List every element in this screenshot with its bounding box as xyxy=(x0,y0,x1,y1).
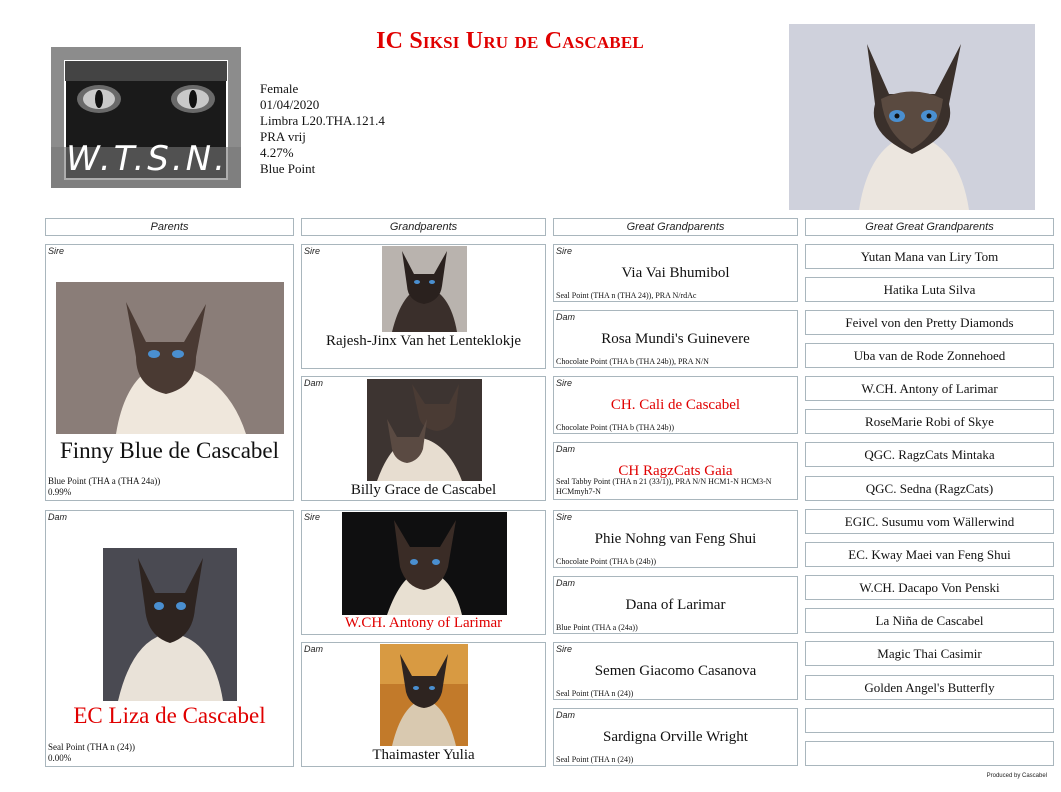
great-grandparent-note: Chocolate Point (THA b (THA 24b)) xyxy=(556,423,674,432)
grandparent-card[interactable] xyxy=(301,376,546,501)
great-great-grandparent-item[interactable]: QGC. RagzCats Mintaka xyxy=(805,442,1054,467)
detail-coi: 4.27% xyxy=(260,145,294,160)
great-grandparent-card[interactable] xyxy=(553,442,798,500)
great-great-grandparent-item[interactable]: W.CH. Antony of Larimar xyxy=(805,376,1054,401)
great-grandparent-tag: Dam xyxy=(556,710,576,720)
cat-name-title: IC Siksi Uru de Cascabel xyxy=(376,28,644,54)
great-grandparent-name: CH. Cali de Cascabel xyxy=(610,397,741,413)
great-grandparent-card[interactable] xyxy=(553,510,798,568)
logo-text: W.T.S.N. xyxy=(66,139,228,179)
grandparent-name: W.CH. Antony of Larimar xyxy=(344,615,503,631)
great-grandparent-name: Sardigna Orville Wright xyxy=(603,729,748,745)
great-great-grandparent-item[interactable]: Uba van de Rode Zonnehoed xyxy=(805,343,1054,368)
great-great-grandparent-item[interactable]: Magic Thai Casimir xyxy=(805,641,1054,666)
grandparent-photo xyxy=(342,512,507,615)
detail-color: Blue Point xyxy=(260,161,316,176)
sire-name: Finny Blue de Cascabel xyxy=(59,438,280,463)
sire-color: Blue Point (THA a (THA 24a)) xyxy=(48,476,161,486)
great-great-grandparent-item[interactable]: Feivel von den Pretty Diamonds xyxy=(805,310,1054,335)
great-grandparent-card[interactable] xyxy=(553,244,798,302)
parent-dam-card[interactable] xyxy=(45,510,294,767)
great-grandparent-name: Dana of Larimar xyxy=(625,597,726,613)
grandparent-tag: Sire xyxy=(304,512,321,522)
detail-sex: Female xyxy=(260,81,299,96)
great-grandparent-note: Chocolate Point (THA b (24b)) xyxy=(556,557,656,566)
dam-photo xyxy=(103,548,237,701)
great-grandparent-card[interactable] xyxy=(553,708,798,766)
great-grandparent-card[interactable] xyxy=(553,376,798,434)
great-great-grandparent-item[interactable]: La Niña de Cascabel xyxy=(805,608,1054,633)
great-grandparent-name: Phie Nohng van Feng Shui xyxy=(594,531,757,547)
great-grandparent-note: Blue Point (THA a (24a)) xyxy=(556,623,638,632)
cat-details xyxy=(260,81,385,177)
great-great-grandparent-item[interactable]: W.CH. Dacapo Von Penski xyxy=(805,575,1054,600)
great-great-grandparent-item[interactable]: Hatika Luta Silva xyxy=(805,277,1054,302)
grandparent-tag: Sire xyxy=(304,246,321,256)
great-grandparent-name: Via Vai Bhumibol xyxy=(621,265,730,281)
great-great-grandparent-item[interactable]: EGIC. Susumu vom Wällerwind xyxy=(805,509,1054,534)
great-grandparent-card[interactable] xyxy=(553,310,798,368)
dam-color: Seal Point (THA n (24)) xyxy=(48,742,135,752)
column-header-grandparents: Grandparents xyxy=(301,218,546,236)
great-grandparent-tag: Dam xyxy=(556,578,576,588)
grandparent-name: Rajesh-Jinx Van het Lenteklokje xyxy=(325,333,522,349)
grandparent-tag: Dam xyxy=(304,378,324,388)
detail-birthdate: 01/04/2020 xyxy=(260,97,320,112)
grandparent-photo xyxy=(367,379,482,481)
detail-pra: PRA vrij xyxy=(260,129,306,144)
great-grandparent-note: Chocolate Point (THA b (THA 24b)), PRA N/N xyxy=(556,357,709,366)
great-great-grandparent-item[interactable] xyxy=(805,741,1054,766)
grandparent-photo xyxy=(382,246,467,332)
cattery-logo xyxy=(51,47,241,188)
grandparent-card[interactable] xyxy=(301,642,546,767)
great-great-grandparent-item[interactable]: QGC. Sedna (RagzCats) xyxy=(805,476,1054,501)
great-great-grandparent-item[interactable] xyxy=(805,708,1054,733)
sire-photo xyxy=(56,282,284,434)
great-great-grandparent-item[interactable]: EC. Kway Maei van Feng Shui xyxy=(805,542,1054,567)
great-grandparent-name: Semen Giacomo Casanova xyxy=(594,663,757,679)
great-grandparent-note: Seal Tabby Point (THA n 21 (33/1)), PRA N/N HCM1-N HCM3-N HCMmyh7-N xyxy=(556,477,772,496)
great-grandparent-card[interactable] xyxy=(553,642,798,700)
parent-sire-card[interactable] xyxy=(45,244,294,501)
great-great-grandparent-item[interactable]: RoseMarie Robi of Skye xyxy=(805,409,1054,434)
great-grandparent-card[interactable] xyxy=(553,576,798,634)
produced-by-footer: Produced by Cascabel xyxy=(986,773,1047,779)
column-header-parents: Parents xyxy=(45,218,294,236)
grandparent-photo xyxy=(380,644,468,746)
grandparent-card[interactable] xyxy=(301,510,546,635)
great-grandparent-tag: Dam xyxy=(556,444,576,454)
sire-coi: 0.99% xyxy=(48,487,72,497)
great-grandparent-note: Seal Point (THA n (THA 24)), PRA N/rdAc xyxy=(556,291,697,300)
great-great-grandparent-item[interactable]: Golden Angel's Butterfly xyxy=(805,675,1054,700)
great-grandparent-tag: Sire xyxy=(556,378,573,388)
sire-tag: Sire xyxy=(48,246,65,256)
grandparent-name: Thaimaster Yulia xyxy=(372,747,475,763)
dam-coi: 0.00% xyxy=(48,753,72,763)
detail-registration: Limbra L20.THA.121.4 xyxy=(260,113,385,128)
cat-main-photo xyxy=(789,24,1035,210)
great-grandparent-name: CH RagzCats Gaia xyxy=(618,463,733,479)
great-grandparent-name: Rosa Mundi's Guinevere xyxy=(601,331,750,347)
great-grandparent-note: Seal Point (THA n (24)) xyxy=(556,689,634,698)
dam-name: EC Liza de Cascabel xyxy=(73,703,266,728)
great-grandparent-tag: Sire xyxy=(556,246,573,256)
great-grandparent-tag: Dam xyxy=(556,312,576,322)
great-grandparent-tag: Sire xyxy=(556,512,573,522)
grandparent-name: Billy Grace de Cascabel xyxy=(350,482,497,498)
column-header-great-grandparents: Great Grandparents xyxy=(553,218,798,236)
column-header-great-great-grandparents: Great Great Grandparents xyxy=(805,218,1054,236)
grandparent-card[interactable] xyxy=(301,244,546,369)
great-great-grandparent-item[interactable]: Yutan Mana van Liry Tom xyxy=(805,244,1054,269)
dam-tag: Dam xyxy=(48,512,68,522)
great-grandparent-note: Seal Point (THA n (24)) xyxy=(556,755,634,764)
grandparent-tag: Dam xyxy=(304,644,324,654)
great-grandparent-tag: Sire xyxy=(556,644,573,654)
